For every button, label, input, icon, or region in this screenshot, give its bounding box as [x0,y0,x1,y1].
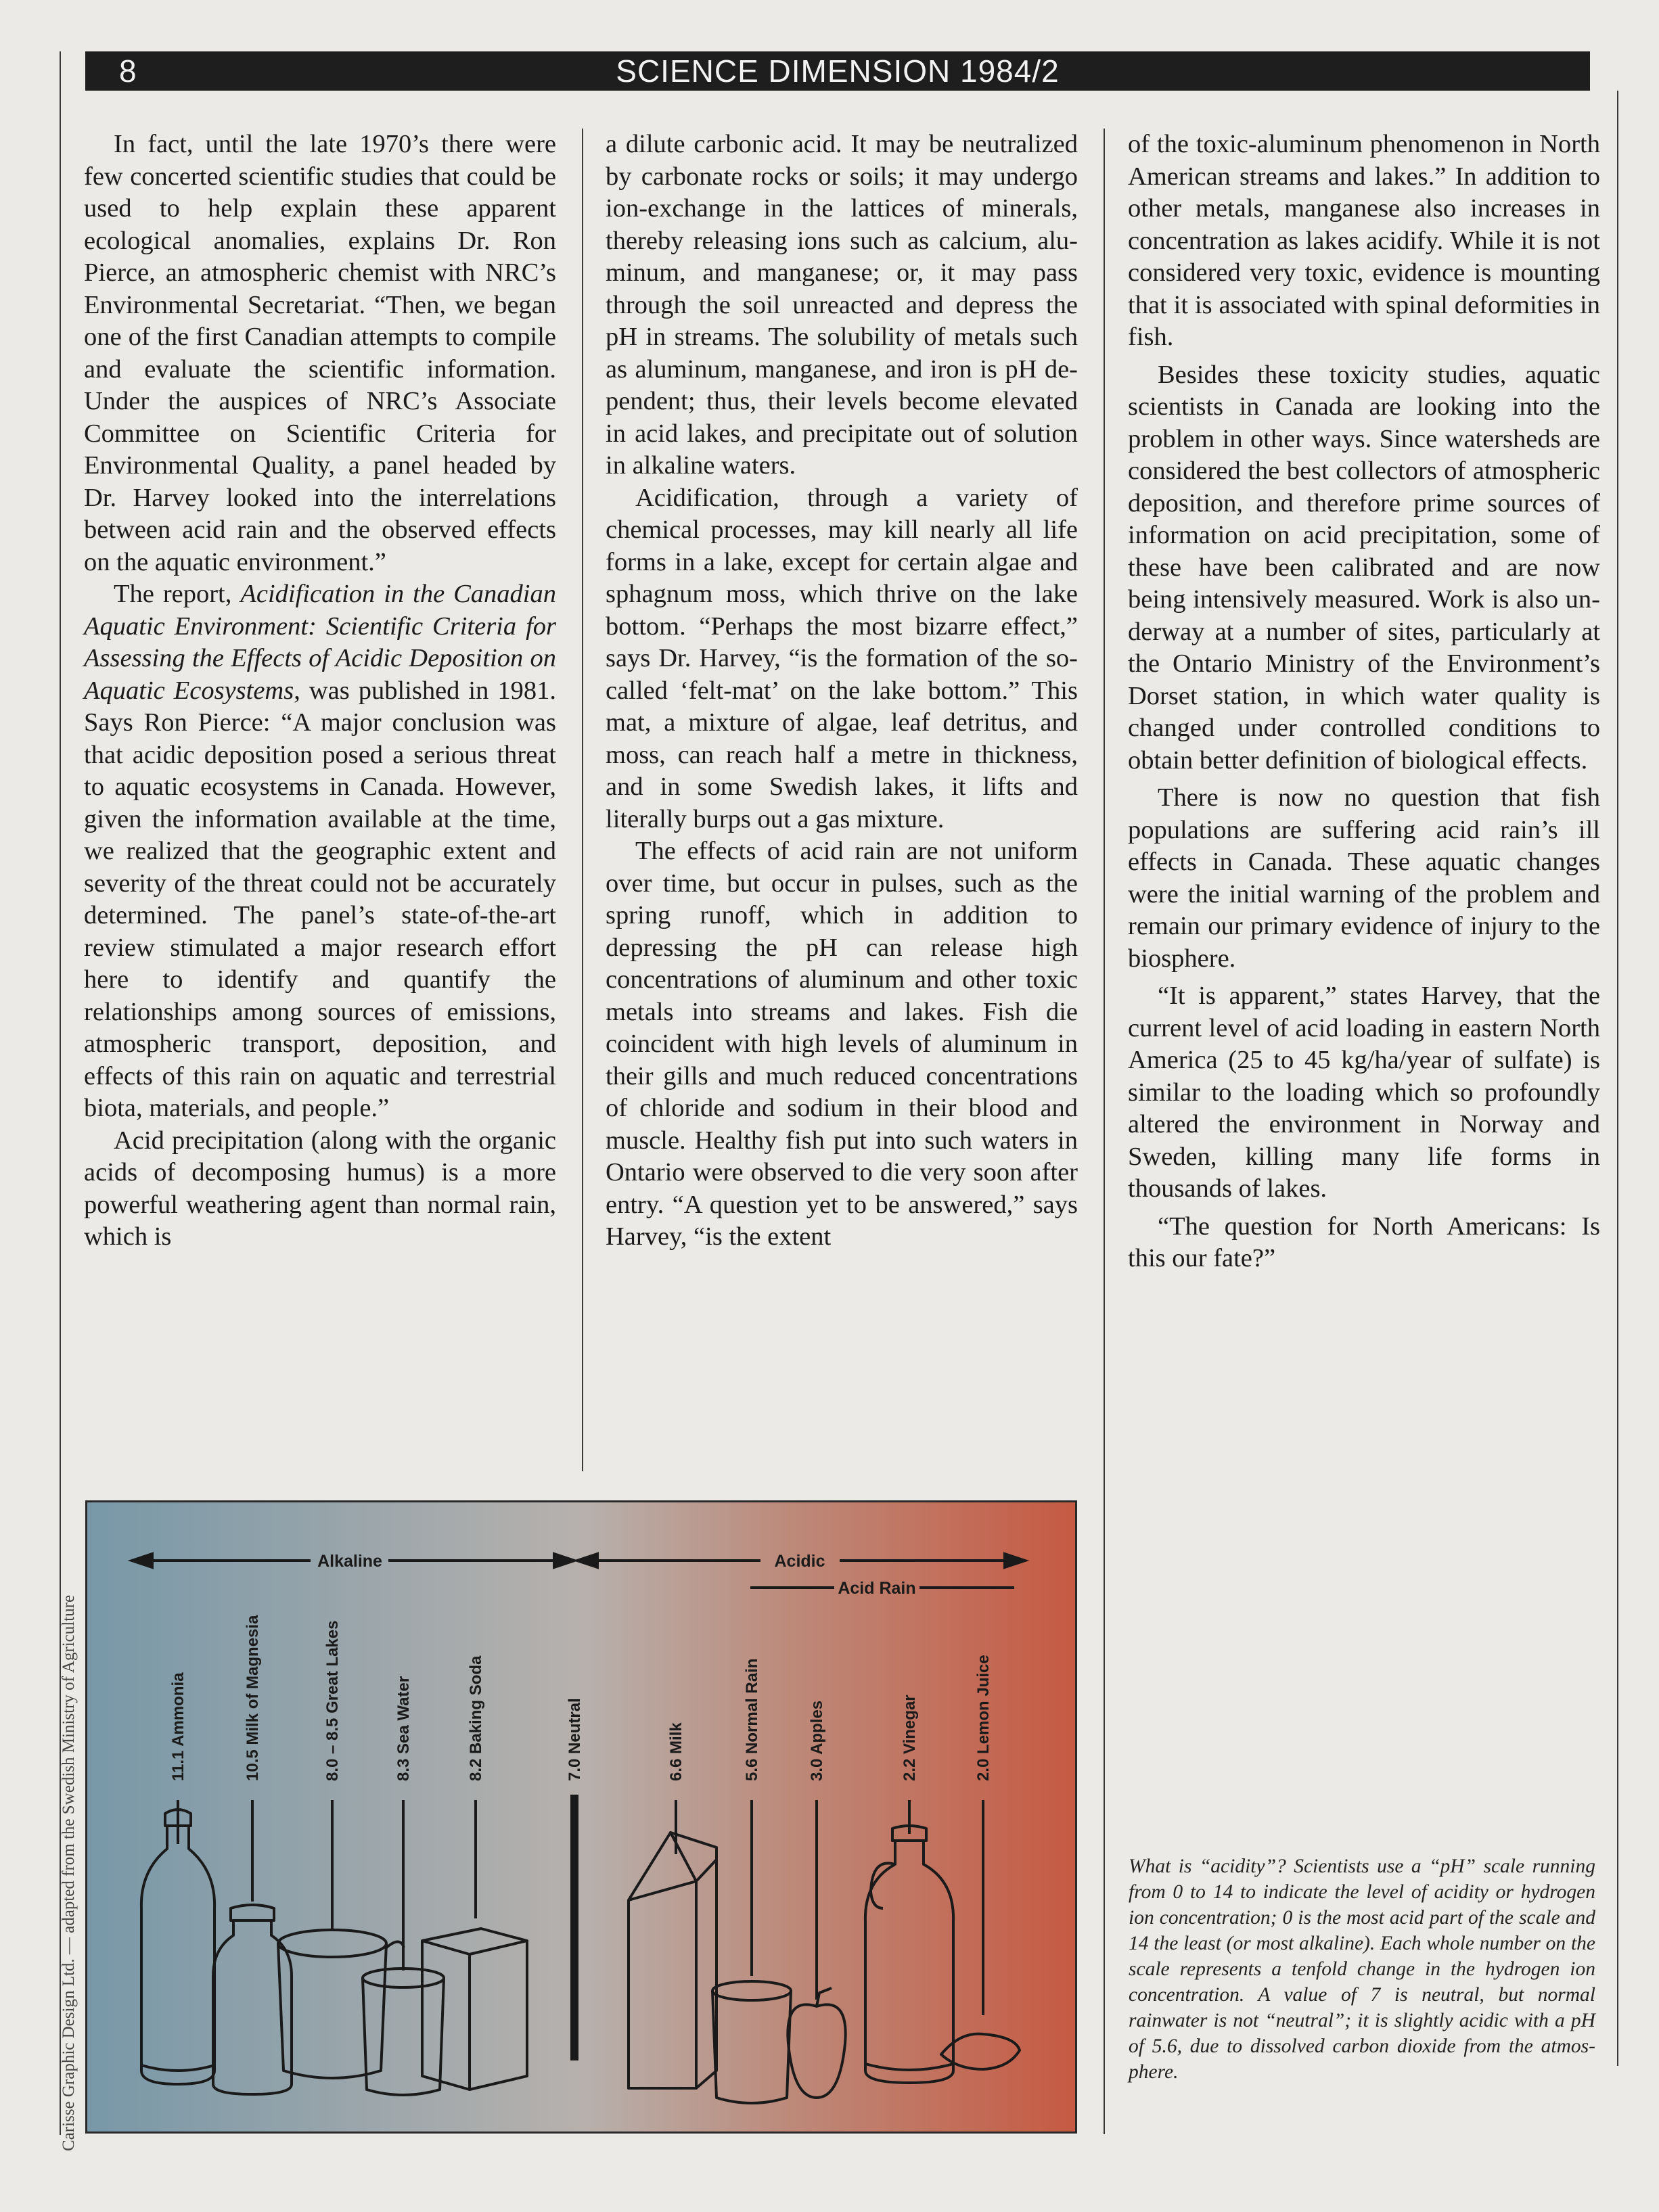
figure-caption: What is “acidity”? Scientists use a “pH” scale running from 0 to 14 to indicate the level of acidity or hydrogen ion concentration; 0 is the most acid part of the scale and 14 the least (or most alkaline). Each whole number on the scale represents a tenfold change in the hydrogen ion concentration. A value of 7 is neutral, but normal rainwater is not “neutral”; it is slightly acidic with a pH of 5.6, due to dissolved carbon dioxide from the atmosphere. [1129,1856,1595,2083]
ph-label-ammonia: 11.1 Ammonia [169,1672,187,1781]
paragraph: “The question for North Americans: Is this our fate?” [1128,1212,1600,1272]
paragraph: a dilute carbonic acid. It may be neutralized by carbonate rocks or soils; it may undergo ion-exchange in the lattices of minerals, thereby releasing ions such as calcium, aluminum, and manganese; or, it may pass through the soil unreacted and depress the pH in streams. The solubility of metals such as aluminum, manganese, and iron is pH dependent; thus, their levels become elevated in acid lakes, and precipitate out of solution in alkaline waters. [606,130,1078,480]
right-margin-rule [1617,91,1618,2066]
page-number: 8 [119,53,137,89]
paragraph: In fact, until the late 1970’s there were few concerted scientific studies that could be used to help explain these apparent ecological anomalies, explains Dr. Ron Pierce, an atmospheric chemist with NRC’s Environmental Secretariat. “Then, we began one of the first Canadian attempts to compile and evaluate the scientific information. Under the auspices of NRC’s Associate Committee on Scientific Criteria for Environmental Quality, a panel headed by Dr. Harvey looked into the interrelations between acid rain and the observed effects on the aquatic environment.” [84,130,556,576]
column-rule-1 [582,129,583,1471]
ph-label-sea-water: 8.3 Sea Water [394,1676,413,1781]
report-title: Acidification in the Canadian Aquatic Environment: Scientific Criteria for Assessing the Effects of Acidic Deposition on Aquatic Ecosystems [84,580,556,705]
paragraph: Acidification, through a variety of chemical processes, may kill nearly all life forms in a lake, except for certain algae and sphagnum moss, which thrive on the lake bottom. “Perhaps the most bizarre effect,” says Dr. Harvey, “is the formation of the so-called ‘felt-mat’ on the lake bottom.” This mat, a mixture of algae, leaf detritus, and moss, can reach half a metre in thickness, and in some Swedish lakes, it lifts and literally burps out a gas mixture. [606,483,1078,833]
magazine-title: SCIENCE DIMENSION 1984/2 [616,53,1060,89]
paragraph: of the toxic-aluminum phenomenon in North American streams and lakes.” In addition to other metals, manganese also increases in concentration as lakes acidify. While it is not considered very toxic, evidence is mounting that it is associated with spinal deformities in fish. [1128,130,1600,351]
acidic-label: Acidic [774,1552,825,1571]
article-column-3 [1128,129,1600,1275]
gradient-background [87,1502,1075,2132]
column-rule-2 [1104,129,1105,2134]
alkaline-label: Alkaline [317,1552,382,1571]
paragraph: “It is apparent,” states Harvey, that the current level of acid loading in eastern North America (25 to 45 kg/ha/year of sulfate) is similar to the loading which so profoundly altered the environment in Norway and Sweden, killing many life forms in thousands of lakes. [1128,982,1600,1203]
running-header [85,51,1590,91]
paragraph: Acid precipitation (along with the organic acids of decomposing humus) is a more powerful weathering agent than normal rain, which is [84,1126,556,1251]
paragraph: There is now no question that fish populations are suffering acid rain’s ill effects in Canada. These aquatic changes were the initial warning of the problem and remain our primary evidence of injury to the biosphere. [1128,783,1600,973]
paragraph-report [84,578,556,1125]
ph-label-milk: 6.6 Milk [667,1722,685,1781]
paragraph: The effects of acid rain are not uniform over time, but occur in pulses, such as the spring runoff, which in addition to depressing the pH can release high concentrations of aluminum and other toxic metals into streams and lakes. Fish die coincident with high levels of aluminum in their gills and much reduced concentrations of chloride and sodium in their blood and muscle. Healthy fish put into such waters in Ontario were observed to die very soon after entry. “A question yet to be answered,” says Harvey, “is the extent [606,837,1078,1251]
ph-label-lemon-juice: 2.0 Lemon Juice [974,1655,993,1781]
ph-scale-illustration [87,1502,1075,2132]
ph-label-milk-of-magnesia: 10.5 Milk of Magnesia [244,1615,262,1781]
ph-label-vinegar: 2.2 Vinegar [901,1695,919,1781]
acid-rain-label: Acid Rain [838,1579,916,1598]
article-column-1 [84,129,556,1253]
ph-label-normal-rain: 5.6 Normal Rain [743,1658,761,1781]
ph-label-great-lakes: 8.0 – 8.5 Great Lakes [323,1620,342,1781]
report-lead: The report, [114,580,241,608]
ph-label-apples: 3.0 Apples [808,1700,826,1781]
ph-label-baking-soda: 8.2 Baking Soda [467,1655,485,1781]
figure-credit: Carisse Graphic Design Ltd. — adapted from the Swedish Ministry of Agriculture [60,1594,78,2151]
ph-scale-figure [85,1500,1077,2134]
paragraph: Besides these toxicity studies, aquatic scientists in Canada are looking into the problem in other ways. Since watersheds are considered the best collectors of atmospheric deposition, and therefore prime sources of information on acid precipitation, some of these have been calibrated and are now being intensively measured. Work is also underway at a number of sites, particularly at the Ontario Ministry of the Environment’s Dorset station, in which water quality is changed under controlled conditions to obtain better definition of biological effects. [1128,360,1600,775]
report-rest: , was published in 1981. Says Ron Pierce: “A major conclusion was that acidic deposition posed a serious threat to aquatic ecosystems in Canada. However, given the information available at the time, we realized that the geographic extent and severity of the threat could not be accurately determined. The panel’s state-of-the-art review stimulated a major research effort here to identify and quantify the relationships among sources of emissions, atmospheric transport, deposition, and effects of this rain on aquatic and terrestrial biota, materials, and people.” [84,676,556,1122]
article-column-2 [606,129,1078,1253]
ph-label-neutral: 7.0 Neutral [566,1698,584,1781]
